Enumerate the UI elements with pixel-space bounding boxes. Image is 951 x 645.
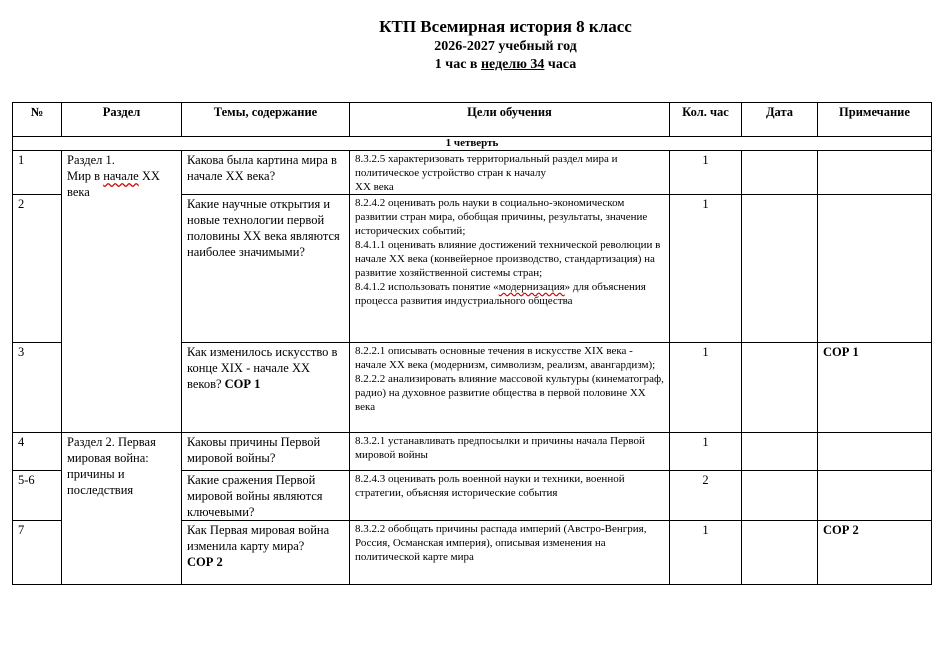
topic-assessment: СОР 1 xyxy=(224,377,261,391)
goal-item: 8.2.2.2 анализировать влияние массовой культуры (кинематограф, радио) на духовное развитие общества в первой половине ХХ века xyxy=(355,373,664,413)
row-topic: Какова была картина мира в начале ХХ века? xyxy=(182,151,350,195)
col-header-num: № xyxy=(13,103,62,137)
section-1-line3: века xyxy=(67,185,90,199)
row-goals xyxy=(350,195,670,343)
row-date xyxy=(742,195,818,343)
row-num: 5-6 xyxy=(13,471,62,521)
topic-text: Как изменилось искусство в конце XIX - начале ХХ веков? xyxy=(187,345,338,391)
row-hours: 1 xyxy=(670,151,742,195)
row-num: 4 xyxy=(13,433,62,471)
row-goals xyxy=(350,343,670,433)
row-topic: Какие сражения Первой мировой войны являются ключевыми? xyxy=(182,471,350,521)
row-hours: 1 xyxy=(670,195,742,343)
document-header xyxy=(0,16,951,74)
goal-item: 8.4.1.1 оценивать влияние достижений технической революции в начале ХХ века (конвейерное производство, стандартизация) на развитие хозяйственной системы стран; xyxy=(355,239,661,279)
col-header-date: Дата xyxy=(742,103,818,137)
academic-year: 2026-2027 учебный год xyxy=(434,39,577,54)
goal-item: 8.3.2.5 характеризовать территориальный раздел мира и политическое устройство стран к началу xyxy=(355,153,618,179)
row-hours: 2 xyxy=(670,471,742,521)
goal-item: 8.2.2.1 описывать основные течения в искусстве XIX века - начале ХХ века (модернизм, символизм, реализм, авангардизм); xyxy=(355,345,656,371)
row-date xyxy=(742,471,818,521)
goal-text-end: » для объяснения процесса развития индустриального общества xyxy=(355,281,646,307)
hours-underlined: неделю 34 xyxy=(480,57,545,72)
section-1-line2 xyxy=(67,168,176,184)
hours-line xyxy=(60,56,951,74)
row-topic xyxy=(182,521,350,585)
row-date xyxy=(742,343,818,433)
col-header-hours: Кол. час xyxy=(670,103,742,137)
section-1-text-end: ХХ xyxy=(138,169,160,183)
row-topic: Каковы причины Первой мировой войны? xyxy=(182,433,350,471)
quarter-row xyxy=(13,137,932,151)
row-hours: 1 xyxy=(670,433,742,471)
col-header-topics: Темы, содержание xyxy=(182,103,350,137)
goal-item: 8.3.2.2 обобщать причины распада империй (Австро-Венгрия, Россия, Османская империя), описывая изменения на политической карте мира xyxy=(355,523,647,563)
row-goals xyxy=(350,521,670,585)
section-1-line1: Раздел 1. xyxy=(67,153,115,167)
table-row xyxy=(13,433,932,471)
row-note xyxy=(818,195,932,343)
row-num: 1 xyxy=(13,151,62,195)
row-date xyxy=(742,151,818,195)
row-hours: 1 xyxy=(670,521,742,585)
col-header-goals: Цели обучения xyxy=(350,103,670,137)
goal-item: 8.3.2.1 устанавливать предпосылки и причины начала Первой мировой войны xyxy=(355,435,645,461)
row-note: СОР 1 xyxy=(818,343,932,433)
section-1-spell: начале xyxy=(103,169,139,183)
col-header-note: Примечание xyxy=(818,103,932,137)
row-num: 3 xyxy=(13,343,62,433)
row-topic: Какие научные открытия и новые технологии первой половины ХХ века являются наиболее значимыми? xyxy=(182,195,350,343)
section-2: Раздел 2. Первая мировая война: причины и последствия xyxy=(62,433,182,585)
row-note: СОР 2 xyxy=(818,521,932,585)
row-goals xyxy=(350,433,670,471)
row-goals xyxy=(350,471,670,521)
topic-assessment: СОР 2 xyxy=(187,555,223,569)
goal-text: 8.4.1.2 использовать понятие « xyxy=(355,281,499,293)
hours-suffix: часа xyxy=(544,57,577,72)
row-date xyxy=(742,433,818,471)
row-goals xyxy=(350,151,670,195)
row-num: 2 xyxy=(13,195,62,343)
row-hours: 1 xyxy=(670,343,742,433)
row-note xyxy=(818,471,932,521)
row-num: 7 xyxy=(13,521,62,585)
table-header-row xyxy=(13,103,932,137)
hours-prefix: 1 час в xyxy=(434,57,481,72)
goal-spell: модернизация xyxy=(498,281,565,293)
topic-text: Как Первая мировая война изменила карту мира? xyxy=(187,523,330,553)
ktp-table xyxy=(12,102,932,585)
row-date xyxy=(742,521,818,585)
section-1-text: Мир в xyxy=(67,169,104,183)
goal-item: 8.2.4.2 оценивать роль науки в социально-экономическом развитии стран мира, обобщая причины, результаты, значение исторических событий; xyxy=(355,197,648,237)
goal-item: ХХ века xyxy=(355,181,394,193)
row-topic xyxy=(182,343,350,433)
document-title: КТП Всемирная история 8 класс xyxy=(379,17,632,36)
col-header-section: Раздел xyxy=(62,103,182,137)
row-note xyxy=(818,151,932,195)
section-1 xyxy=(62,151,182,433)
table-row xyxy=(13,151,932,195)
row-note xyxy=(818,433,932,471)
goal-item: 8.2.4.3 оценивать роль военной науки и техники, военной стратегии, объясняя исторические события xyxy=(355,473,625,499)
goal-item xyxy=(355,280,664,308)
quarter-label: 1 четверть xyxy=(13,137,932,151)
